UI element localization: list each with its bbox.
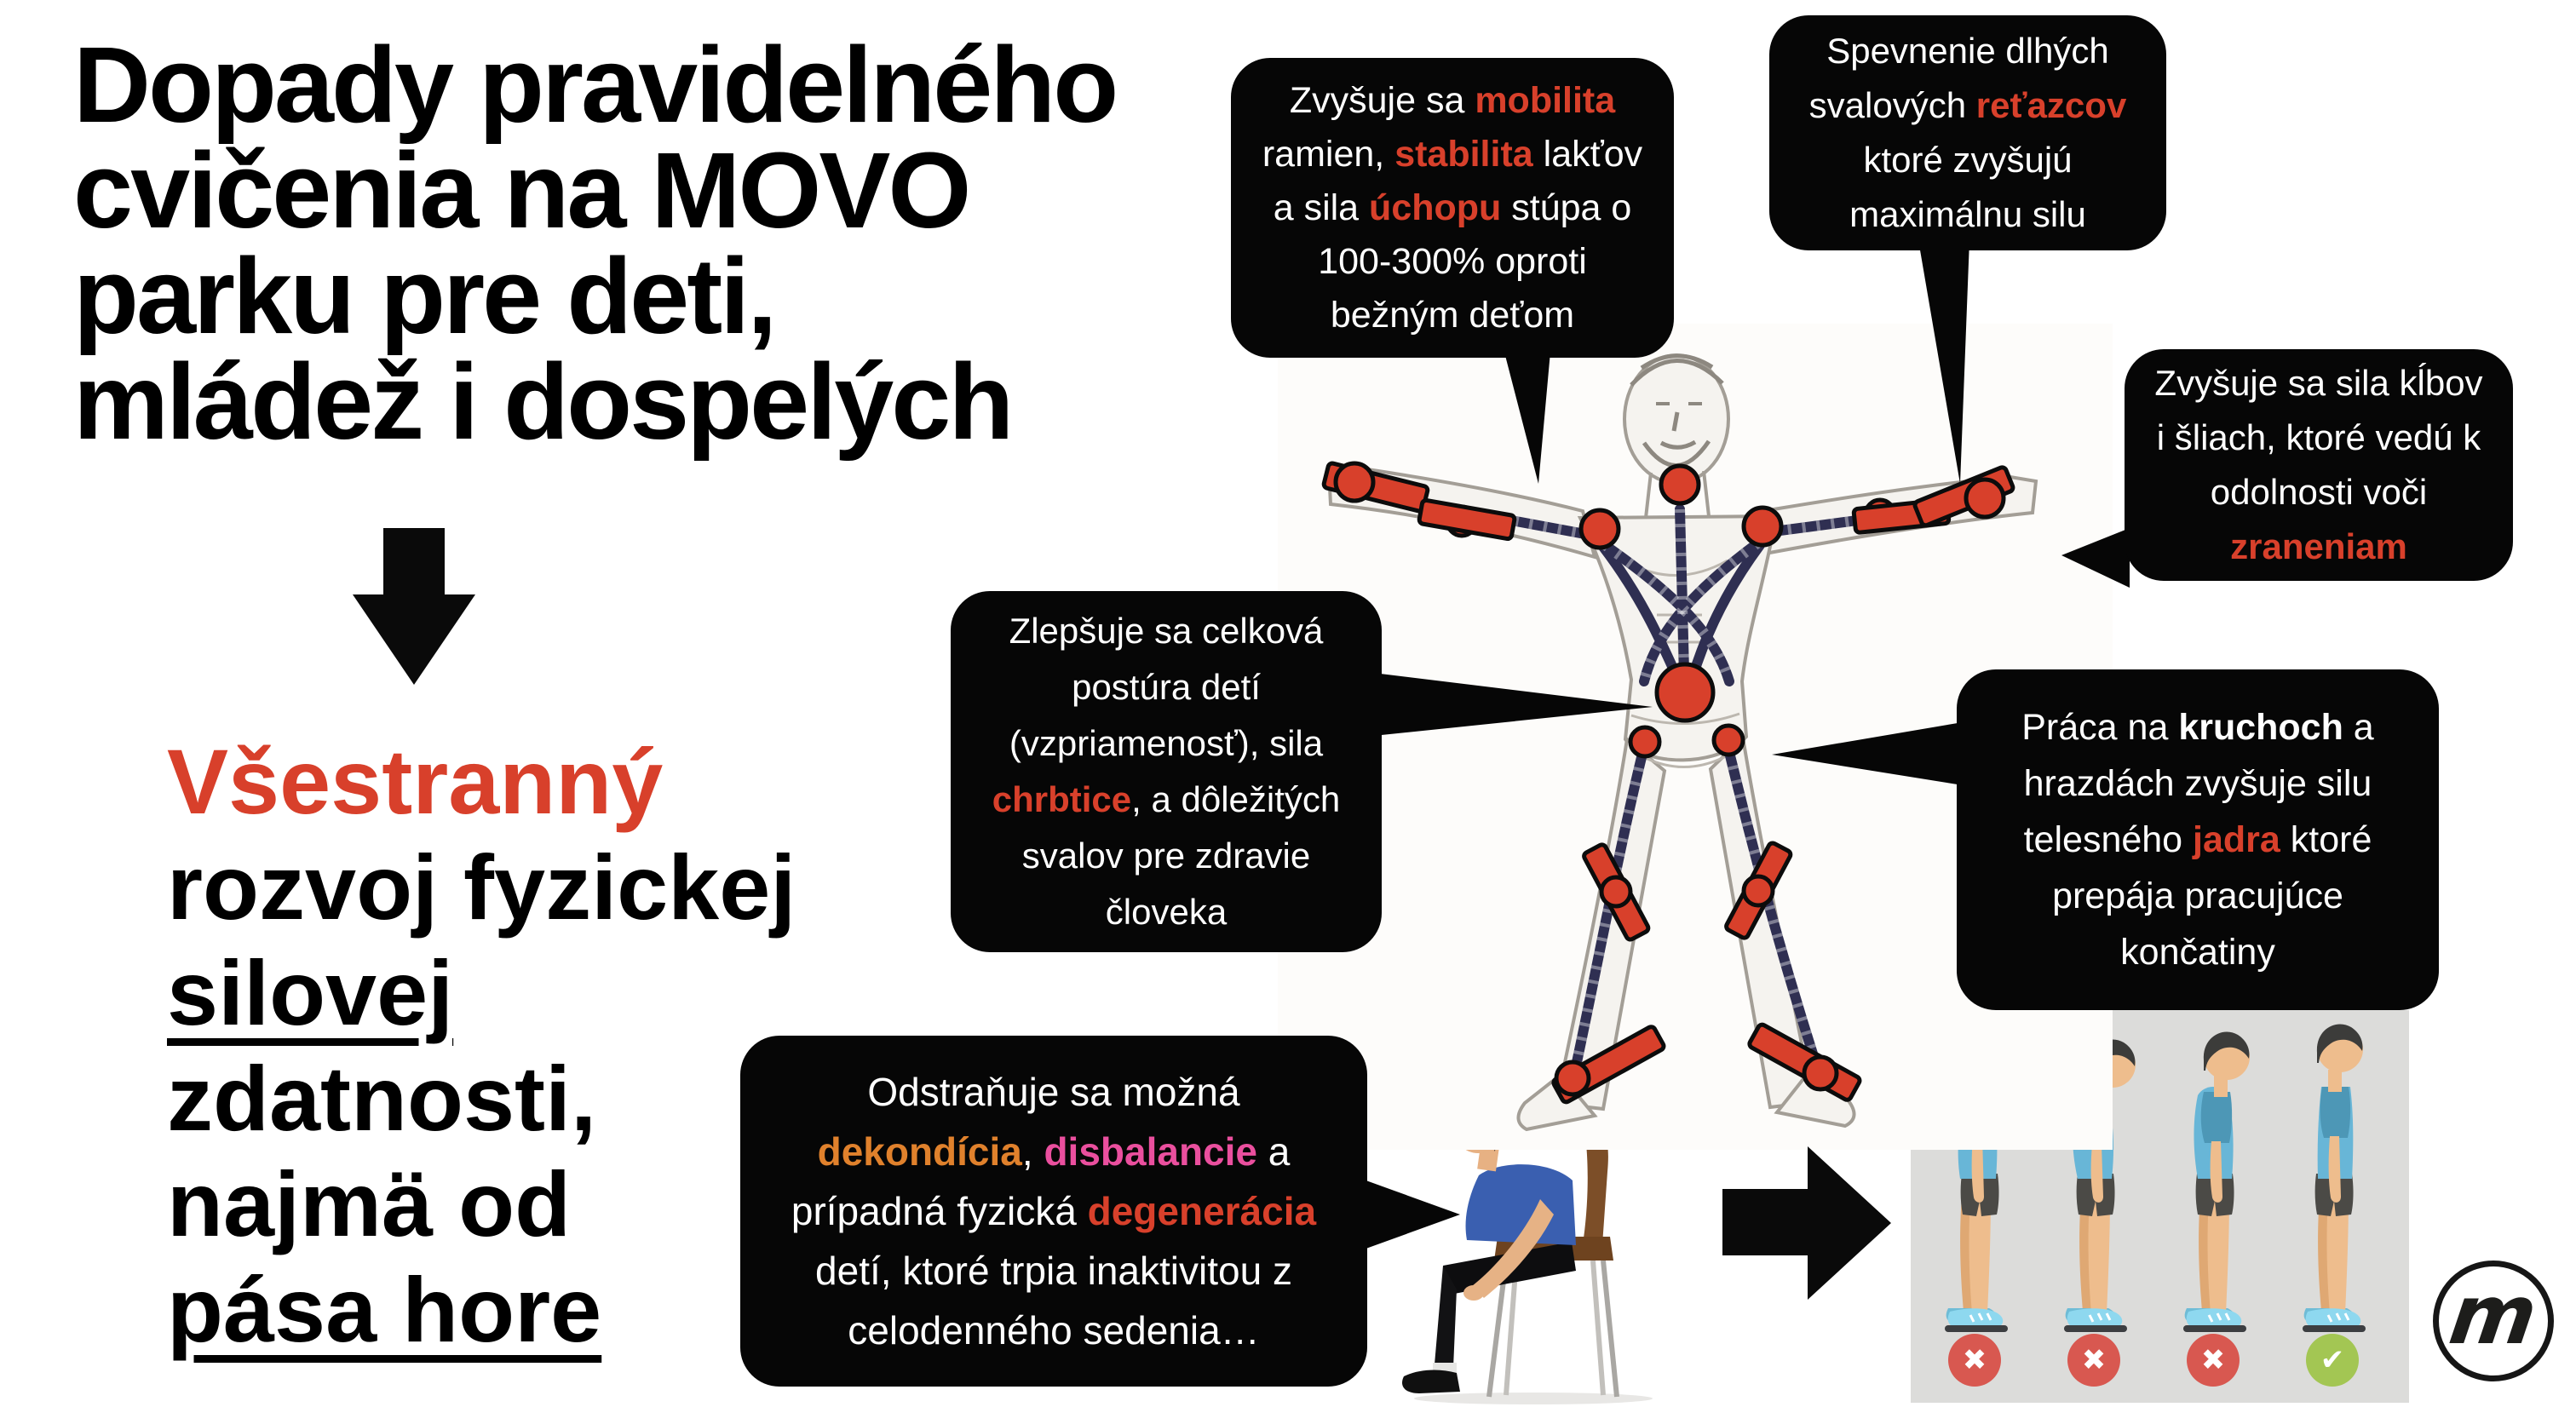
text-run: ktoré zvyšujú maximálnu silu bbox=[1849, 140, 2086, 234]
highlight-chrbtice: chrbtice bbox=[992, 779, 1132, 819]
joint-dot-left-knee bbox=[1601, 877, 1630, 906]
callout-sedentary bbox=[740, 1036, 1367, 1387]
subtitle-line: rozvoj fyzickej bbox=[167, 836, 796, 939]
joint-dot-right-knee bbox=[1744, 876, 1773, 905]
badge-glyph: ✖ bbox=[2081, 1344, 2107, 1376]
joint-dot-left-shoulder bbox=[1581, 510, 1619, 548]
down-arrow-icon bbox=[353, 528, 475, 685]
text-run: Odstraňuje sa možná bbox=[867, 1070, 1240, 1114]
movo-logo bbox=[2433, 1261, 2554, 1381]
subtitle-line: zdatnosti, bbox=[167, 1047, 596, 1150]
subtitle-line-pasa-hore: pása hore bbox=[167, 1258, 602, 1361]
badge-glyph: ✖ bbox=[2200, 1344, 2226, 1376]
highlight-disbalancie: disbalancie bbox=[1044, 1129, 1258, 1174]
subtitle-line-silovej: silovej bbox=[167, 941, 454, 1044]
title-line: parku pre deti, bbox=[73, 236, 775, 356]
title-line: cvičenia na MOVO bbox=[73, 130, 969, 250]
text-run: a prípadná fyzická bbox=[791, 1129, 1291, 1233]
callout-sedentary-text bbox=[764, 1062, 1343, 1360]
callout-muscle-chains bbox=[1769, 15, 2166, 250]
callout-joints bbox=[2125, 349, 2513, 581]
text-run: Zlepšuje sa celková postúra detí (vzpriamenosť), sila bbox=[1009, 611, 1324, 763]
callout-mobility-text bbox=[1255, 74, 1650, 342]
highlight-uchopu: úchopu bbox=[1369, 187, 1502, 228]
joint-dot-right-wrist bbox=[1966, 480, 2004, 517]
subtitle-line: najmä od bbox=[167, 1152, 572, 1255]
badge-glyph: ✖ bbox=[1962, 1344, 1987, 1376]
highlight-retazcov: reťazcov bbox=[1975, 85, 2127, 125]
title-line: Dopady pravidelného bbox=[73, 25, 1117, 145]
cross-icon bbox=[2067, 1334, 2120, 1387]
text-run: a hrazdách zvyšuje silu telesného bbox=[2023, 707, 2374, 860]
logo-letter: m bbox=[2444, 1267, 2543, 1363]
posture-figure-3 bbox=[2158, 1020, 2268, 1337]
callout-posture bbox=[951, 591, 1382, 952]
subtitle-line-vsestranny: Všestranný bbox=[167, 730, 664, 833]
joint-dot-left-ankle bbox=[1556, 1062, 1589, 1094]
text-run: Spevnenie dlhých svalových bbox=[1808, 31, 2109, 125]
text-run: ramien, bbox=[1262, 133, 1395, 175]
text-run: , a dôležitých svalov pre zdravie človeka bbox=[1021, 779, 1341, 932]
joint-dot-left-hip bbox=[1630, 727, 1659, 756]
highlight-mobilita: mobilita bbox=[1475, 79, 1616, 121]
posture-figure-4 bbox=[2277, 1020, 2388, 1337]
highlight-jadra: jadra bbox=[2193, 819, 2280, 860]
title-line: mládež i dospelých bbox=[73, 342, 1012, 462]
badge-glyph: ✔ bbox=[2320, 1344, 2345, 1376]
joint-dot-right-hip bbox=[1714, 726, 1743, 755]
callout-core-text bbox=[1981, 699, 2415, 980]
joint-dot-right-shoulder bbox=[1744, 508, 1781, 545]
callout-mobility bbox=[1231, 58, 1674, 358]
highlight-kruchoch: kruchoch bbox=[2178, 707, 2343, 748]
cross-icon bbox=[2187, 1334, 2240, 1387]
highlight-stabilita: stabilita bbox=[1394, 133, 1533, 175]
callout-chains-text bbox=[1793, 24, 2142, 242]
callout-joints-text bbox=[2148, 356, 2489, 574]
right-arrow-icon bbox=[1722, 1146, 1891, 1300]
text-run: Zvyšuje sa bbox=[1289, 79, 1475, 121]
joint-dot-left-wrist bbox=[1336, 463, 1373, 501]
callout-core bbox=[1957, 669, 2439, 1010]
text-run: , bbox=[1021, 1129, 1044, 1174]
highlight-degeneracia: degenerácia bbox=[1087, 1189, 1317, 1233]
highlight-zraneniam: zraneniam bbox=[2230, 526, 2407, 566]
check-icon bbox=[2306, 1334, 2359, 1387]
text-run: lakťov a sila bbox=[1273, 133, 1643, 228]
text-run: ktoré prepája pracujúce končatiny bbox=[2052, 819, 2372, 973]
text-run: Práca na bbox=[2021, 707, 2179, 748]
joint-dot-neck bbox=[1661, 466, 1699, 503]
text-run: detí, ktoré trpia inaktivitou z celodenného sedenia… bbox=[815, 1249, 1292, 1352]
page-title bbox=[73, 25, 1266, 462]
text-run: Zvyšuje sa sila kĺbov i šliach, ktoré vedú k odolnosti voči bbox=[2154, 363, 2483, 512]
text-run: stúpa o 100-300% oproti bežným deťom bbox=[1318, 187, 1632, 336]
joint-dot-right-ankle bbox=[1804, 1057, 1837, 1089]
cross-icon bbox=[1948, 1334, 2001, 1387]
callout-posture-text bbox=[975, 603, 1358, 940]
highlight-dekondicia: dekondícia bbox=[817, 1129, 1022, 1174]
joint-dot-core bbox=[1657, 664, 1713, 721]
